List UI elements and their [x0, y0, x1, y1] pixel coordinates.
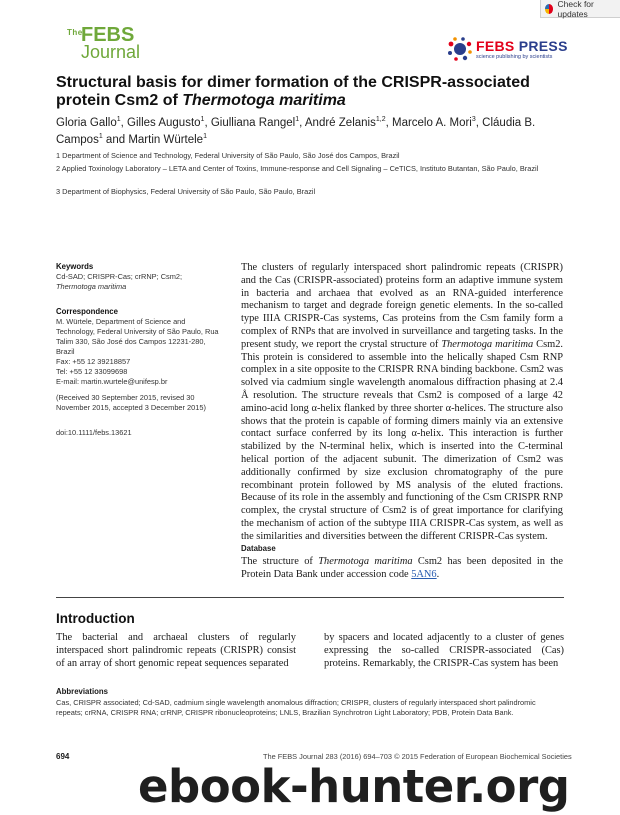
- abstract: The clusters of regularly interspaced short palindromic repeats (CRISPR) and the Cas (CRISPR-associated) proteins form an adaptive immune system in bacteria and archaea that evolved as an RNA-guided interference mechanism to target and degrade foreign genetic elements. In the so-called type IIIA CRISPR-Cas systems, Cas proteins from the Csm family form a complex of RNPs that are involved in surveillance and targeting tasks. In the present study, we report the crystal structure of Thermotoga maritima Csm2. This protein is considered to assemble into the helically shaped Csm RNP complex in a site opposite to the CRISPR RNA binding backbone. Csm2 was solved via cadmium single wavelength anomalous diffraction phasing at 2.4 Å resolution. The structure reveals that Csm2 is composed of a large 42 amino-acid long α-helix flanked by three shorter α-helices. The structure also shows that the protein is capable of forming dimers mainly via an extensive contact surface conferred by its long α-helix. This interaction is further stabilized by the N-terminal helix, which is inserted into the C-terminal helical portion of the adjacent subunit. The dimerization of Csm2 was additionally confirmed by size exclusion chromatography of the pure recombinant protein followed by MS analysis of the eluted fractions. Because of its role in the assembly and functioning of the Csm CRISPR RNP complex, the crystal structure of Csm2 is of great importance for clarifying the mechanism of action of the subtype IIIA CRISPR-Cas system, as well as the similarities and diversities between the different CRISPR-Cas system.: [241, 262, 563, 542]
- author-name: André Zelanis: [304, 116, 376, 129]
- affiliation-1: 1 Department of Science and Technology, Federal University of São Paulo, São José dos Campos, Brazil: [56, 151, 400, 160]
- author-affiliation-mark: 1,2: [375, 116, 386, 123]
- database-text: The structure of Thermotoga maritima Csm2 has been deposited in the Protein Data Bank under accession code 5AN6.: [241, 556, 563, 580]
- section-divider: [56, 597, 564, 598]
- author-affiliation-mark: 1: [98, 132, 103, 140]
- author-affiliation-mark: 1: [200, 116, 205, 123]
- check-for-updates-label: Check for updates: [557, 0, 594, 19]
- author-name: Gloria Gallo: [56, 116, 117, 129]
- author-name: Marcelo A. Mori: [391, 116, 472, 129]
- crossmark-icon: [545, 4, 553, 14]
- article-title: Structural basis for dimer formation of the CRISPR-associated protein Csm2 of Thermotoga maritima: [56, 74, 530, 109]
- correspondence-text: M. Würtele, Department of Science and Technology, Federal University of São Paulo, Rua Talim 330, São José dos Campos 12231-280, Brazil Fax: +55 12 39218857 Tel: +55 12 33099698 E-mail: martin.wurtele@unifesp.br: [56, 317, 226, 387]
- correspondence-email[interactable]: E-mail: martin.wurtele@unifesp.br: [56, 377, 168, 386]
- author-affiliation-mark: 1: [203, 132, 207, 140]
- logo-journal: Journal: [81, 42, 141, 62]
- author-affiliation-mark: 3: [471, 116, 476, 123]
- logo-the: The: [67, 28, 83, 37]
- check-for-updates-button[interactable]: [540, 0, 620, 18]
- febs-press-logo: [447, 36, 577, 64]
- author-name: Cláudia B. Campos: [56, 116, 536, 146]
- introduction-heading: Introduction: [56, 611, 135, 626]
- febs-press-name: FEBS PRESS: [476, 38, 568, 54]
- author-affiliation-mark: 1: [116, 116, 121, 123]
- author-affiliation-mark: 1: [295, 116, 300, 123]
- watermark: ebook-hunter.org: [138, 760, 570, 813]
- keywords-text: Cd-SAD; CRISPR-Cas; crRNP; Csm2; Thermotoga maritima: [56, 272, 183, 291]
- keywords-heading: Keywords: [56, 262, 94, 271]
- febs-press-tagline: science publishing by scientists: [476, 54, 553, 60]
- received-dates: (Received 30 September 2015, revised 30 November 2015, accepted 3 December 2015): [56, 393, 206, 412]
- febs-journal-logo: [67, 26, 147, 64]
- author-list: Gloria Gallo$^1$, Gilles Augusto$^1$, Giulliana Rangel$^1$, André Zelanis$^{1,2}$, Marcelo A. Mori$^3$, Cláudia B. Campos$^1$ and Martin Würtele$^1$: [56, 116, 536, 146]
- database-heading: Database: [241, 544, 276, 553]
- author-name: Giulliana Rangel: [210, 116, 296, 129]
- footer-citation: The FEBS Journal 283 (2016) 694–703 © 2015 Federation of European Biochemical Societies: [263, 752, 572, 761]
- author-name: Gilles Augusto: [127, 116, 201, 129]
- abbreviations-heading: Abbreviations: [56, 687, 108, 696]
- page-number: 694: [56, 752, 70, 761]
- febs-press-dots-icon: [447, 36, 473, 62]
- introduction-column-2: by spacers and located adjacently to a cluster of genes expressing the so-called CRISPR-associated (Cas) proteins. Remarkably, the CRISPR-Cas system has been: [324, 632, 564, 669]
- introduction-column-1: The bacterial and archaeal clusters of regularly interspaced short palindromic repeats (CRISPR) consist of an array of short genomic repeat sequences separated: [56, 632, 296, 669]
- author-name: Martin Würtele: [128, 133, 204, 146]
- affiliation-3: 3 Department of Biophysics, Federal University of São Paulo, São Paulo, Brazil: [56, 187, 316, 196]
- correspondence-heading: Correspondence: [56, 307, 118, 316]
- pdb-code-link[interactable]: 5AN6: [411, 568, 437, 580]
- doi[interactable]: doi:10.1111/febs.13621: [56, 428, 132, 437]
- logo-febs: FEBS: [81, 24, 135, 46]
- affiliation-2: 2 Applied Toxinology Laboratory – LETA and Center of Toxins, Immune-response and Cell Signaling – CeTICS, Instituto Butantan, São Paulo, Brazil: [56, 164, 539, 173]
- abbreviations-text: Cas, CRISPR associated; Cd-SAD, cadmium single wavelength anomalous diffraction; CRISPR, clusters of regularly interspaced short palindromic repeats; crRNA, CRISPR RNA; crRNP, CRISPR ribonucleoproteins; LNLS, Brazilian Synchrotron Light Laboratory; PDB, Protein Data Bank.: [56, 698, 536, 717]
